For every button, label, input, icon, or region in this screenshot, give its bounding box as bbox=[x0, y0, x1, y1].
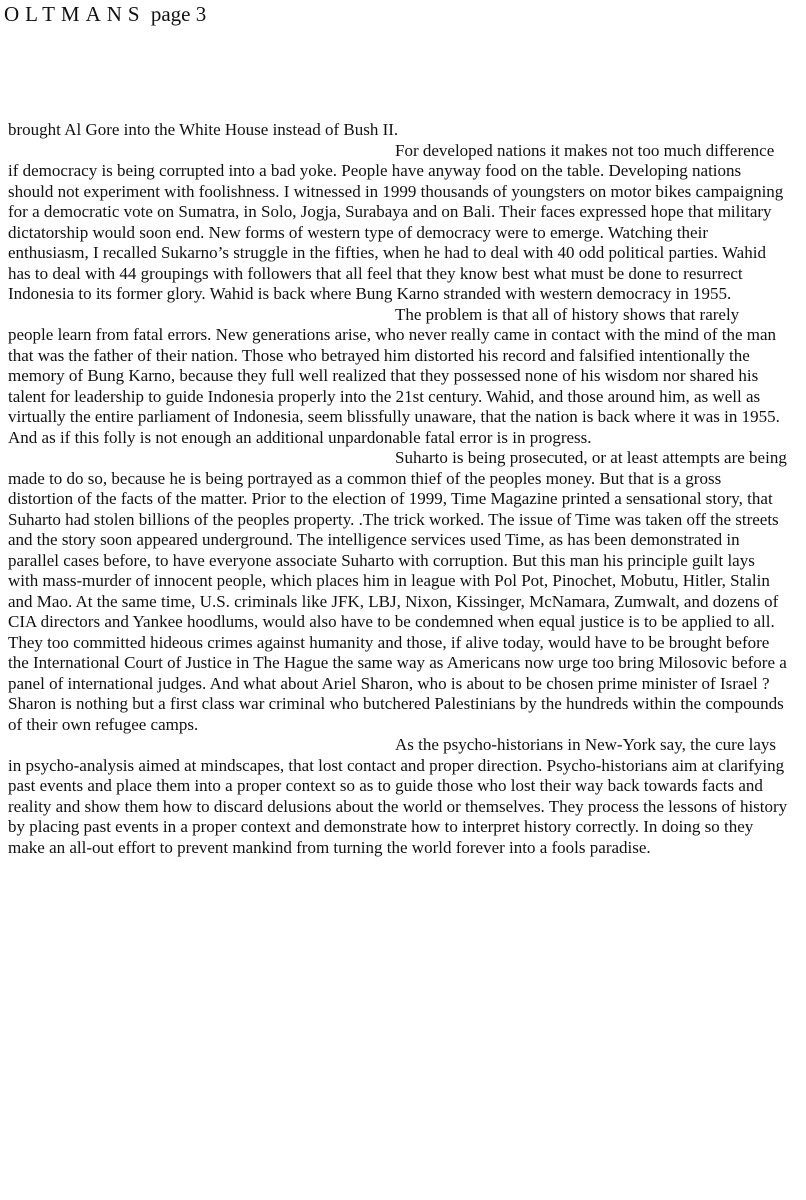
paragraph-continuation: brought Al Gore into the White House instead of Bush II. bbox=[8, 120, 399, 139]
header-author: OLTMANS bbox=[4, 2, 146, 26]
body-text bbox=[8, 120, 788, 858]
page-header bbox=[4, 2, 206, 26]
header-page-number: page 3 bbox=[150, 2, 207, 26]
paragraph-psycho-historians: As the psycho-historians in New-York say, the cure lays in psycho-analysis aimed at mindscapes, that lost contact and proper direction. Psycho-historians aim at clarifying past events and place them into a proper context so as to guide those who lost their way back towards facts and reality and show them how to discard delusions about the world or themselves. They process the lessons of history by placing past events in a proper context and demonstrate how to interpret history correctly. In doing so they make an all-out effort to prevent mankind from turning the world forever into a fools paradise. bbox=[8, 735, 788, 857]
paragraph-suharto: Suharto is being prosecuted, or at least attempts are being made to do so, because he is being portrayed as a common thief of the peoples money. But that is a gross distortion of the facts of the matter. Prior to the election of 1999, Time Magazine printed a sensational story, that Suharto had stolen billions of the peoples property. .The trick worked. The issue of Time was taken off the streets and the story soon appeared underground. The intelligence services used Time, as has been demonstrated in parallel cases before, to have everyone associate Suharto with corruption. But this man his principle guilt lays with mass-murder of innocent people, which places him in league with Pol Pot, Pinochet, Mobutu, Hitler, Stalin and Mao. At the same time, U.S. criminals like JFK, LBJ, Nixon, Kissinger, McNamara, Zumwalt, and dozens of CIA directors and Yankee hoodlums, would also have to be condemned when equal justice is to be applied to all. They too committed hideous crimes against humanity and those, if alive today, would have to be brought before the International Court of Justice in The Hague the same way as Americans now urge too bring Milosovic before a panel of international judges. And what about Ariel Sharon, who is about to be chosen prime minister of Israel ? Sharon is nothing but a first class war criminal who butchered Palestinians by the hundreds within the compounds of their own refugee camps. bbox=[8, 448, 787, 734]
paragraph-developed-nations: For developed nations it makes not too much difference if democracy is being corrupted into a bad yoke. People have anyway food on the table. Developing nations should not experiment with foolishness. I witnessed in 1999 thousands of youngsters on motor bikes campaigning for a democratic vote on Sumatra, in Solo, Jogja, Surabaya and on Bali. Their faces expressed hope that military dictatorship would soon end. New forms of western type of democracy were to emerge. Watching their enthusiasm, I recalled Sukarno’s struggle in the fifties, when he had to deal with 40 odd political parties. Wahid has to deal with 44 groupings with followers that all feel that they know best what must be done to resurrect Indonesia to its former glory. Wahid is back where Bung Karno stranded with western democracy in 1955. bbox=[8, 140, 784, 303]
paragraph-problem-history: The problem is that all of history shows that rarely people learn from fatal errors. New generations arise, who never really came in contact with the mind of the man that was the father of their nation. Those who betrayed him distorted his record and falsified intentionally the memory of Bung Karno, because they full well realized that they possessed none of his wisdom nor shared his talent for leadership to guide Indonesia properly into the 21st century. Wahid, and those around him, as well as virtually the entire parliament of Indonesia, seem blissfully unaware, that the nation is back where it was in 1955. And as if this folly is not enough an additional unpardonable fatal error is in progress. bbox=[8, 304, 780, 447]
